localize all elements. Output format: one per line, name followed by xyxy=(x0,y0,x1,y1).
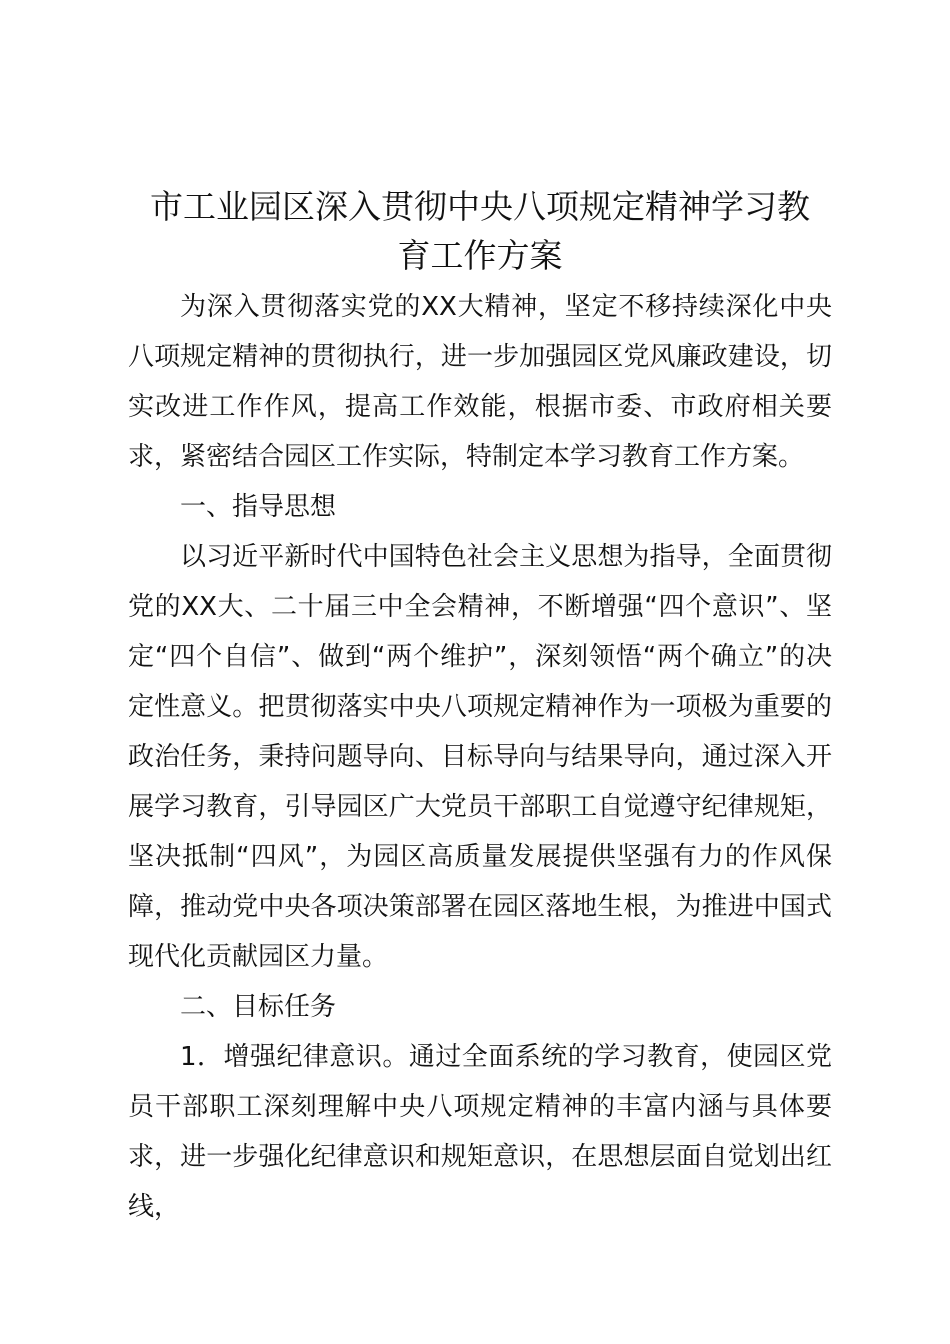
section-heading-goals-tasks: 二、目标任务 xyxy=(180,992,337,1022)
section-heading-guiding-ideology: 一、指导思想 xyxy=(180,492,337,522)
intro-paragraph: 为深入贯彻落实党的XX大精神，坚定不移持续深化中央八项规定精神的贯彻执行，进一步加强园区党风廉政建设，切实改进工作作风，提高工作效能，根据市委、市政府相关要求，紧密结合园区工作实际，特制定本学习教育工作方案。 xyxy=(128,292,832,472)
guiding-ideology-paragraph: 以习近平新时代中国特色社会主义思想为指导，全面贯彻党的XX大、二十届三中全会精神，不断增强“四个意识”、坚定“四个自信”、做到“两个维护”，深刻领悟“两个确立”的决定性意义。把贯彻落实中央八项规定精神作为一项极为重要的政治任务，秉持问题导向、目标导向与结果导向，通过深入开展学习教育，引导园区广大党员干部职工自觉遵守纪律规矩，坚决抵制“四风”，为园区高质量发展提供坚强有力的作风保障，推动党中央各项决策部署在园区落地生根，为推进中国式现代化贡献园区力量。 xyxy=(128,542,832,972)
goal-item-1-paragraph: 1．增强纪律意识。通过全面系统的学习教育，使园区党员干部职工深刻理解中央八项规定精神的丰富内涵与具体要求，进一步强化纪律意识和规矩意识，在思想层面自觉划出红线， xyxy=(128,1042,832,1222)
document-body xyxy=(128,282,832,1232)
document-title xyxy=(128,182,832,280)
document-title-line-1: 市工业园区深入贯彻中央八项规定精神学习教 xyxy=(150,187,810,226)
document-title-line-2: 育工作方案 xyxy=(397,236,563,275)
